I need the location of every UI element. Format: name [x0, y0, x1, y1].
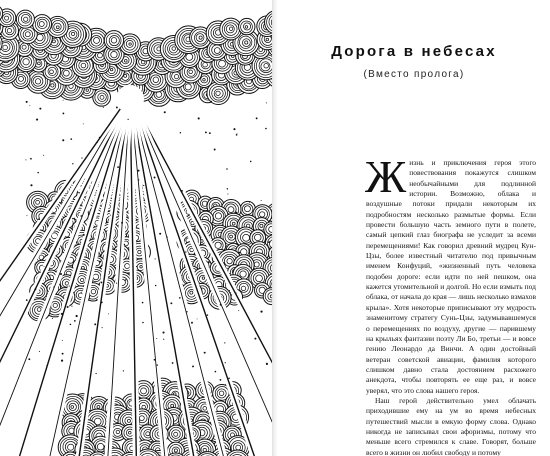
ink-speck — [34, 288, 36, 290]
ink-speck — [138, 179, 139, 180]
ink-speck — [94, 323, 96, 325]
ink-speck — [100, 249, 101, 250]
clouds-and-rays-illustration — [0, 0, 272, 456]
ink-speck — [124, 244, 125, 245]
paragraph-1-text: изнь и приключения героя этого повествования покажутся слишком необычайными для подлинной истории. Возможно, облака и воздушные потоки придали некоторым их подробностям несколько размытые формы. Если провести большую часть земного пути в полете, самый цепкий глаз биографа не уследит за всеми перемещениями! Как говорил древний мудрец Кун-Цзы, более известный читателю под привычным именем Конфуций, «жизненный путь человека подобен дороге: если идти по ней пешком, она кажется утомительной и долгой. Но если взмыть под облака, от начала до края — лишь несколько взмахов крыла». Хотя некоторые приписывают эту мудрость знаменитому стратегу Сунь-Цзы, задумывавшемуся о перемещениях по воздуху, другие — парившему на крыльях фантазии поэту Ли Бо, третьи — и вовсе гению Леонардо да Винчи. А один достойный ветеран советской авиации, фамилия которого слишком давно стала достоянием расхожего анекдота, чтобы повторять ее еще раз, и вовсе уверял, что это слова нашего героя. — [366, 158, 536, 395]
ink-speck — [99, 137, 100, 138]
ink-speck — [38, 218, 40, 220]
ink-speck — [210, 101, 212, 103]
ink-speck — [157, 364, 158, 365]
ink-speck — [61, 360, 63, 362]
ink-speck — [76, 315, 78, 317]
ink-speck — [136, 266, 137, 267]
cloud-swirl — [33, 15, 52, 34]
ink-speck — [121, 222, 123, 224]
ink-speck — [191, 322, 193, 324]
ink-speck — [154, 177, 156, 179]
ink-speck — [260, 310, 262, 312]
ink-speck — [247, 265, 248, 266]
ink-speck — [142, 302, 144, 304]
ink-speck — [181, 275, 182, 276]
paragraph-1 — [365, 151, 536, 396]
ink-speck — [265, 128, 267, 130]
ink-speck — [128, 119, 129, 120]
ink-speck — [250, 161, 252, 163]
ink-speck — [237, 133, 238, 134]
ink-speck — [264, 244, 265, 245]
ink-speck — [261, 200, 262, 201]
ink-speck — [110, 215, 111, 216]
ink-speck — [206, 203, 208, 205]
ink-speck — [226, 168, 227, 169]
ink-speck — [238, 252, 240, 254]
right-page — [278, 0, 550, 456]
ink-speck — [235, 212, 237, 214]
ink-speck — [62, 113, 64, 115]
ink-speck — [221, 243, 222, 244]
ink-speck — [228, 233, 229, 234]
ink-speck — [123, 370, 124, 371]
ink-speck — [125, 208, 127, 210]
ink-speck — [39, 351, 40, 352]
ink-speck — [25, 159, 26, 160]
ink-speck — [52, 318, 53, 319]
left-page — [0, 0, 272, 456]
ink-speck — [162, 279, 163, 280]
chapter-subtitle: (Вместо пролога) — [363, 69, 465, 80]
ink-speck — [70, 138, 72, 140]
ink-speck — [71, 306, 72, 307]
ink-speck — [36, 119, 38, 121]
ink-speck — [29, 105, 30, 106]
ink-speck — [180, 132, 181, 133]
ink-speck — [30, 184, 32, 186]
ink-speck — [28, 358, 30, 360]
ink-speck — [99, 261, 101, 263]
ink-speck — [101, 282, 103, 284]
ink-speck — [108, 313, 109, 314]
cloud-swirl — [220, 18, 242, 40]
ink-speck — [197, 318, 198, 319]
ink-speck — [117, 166, 119, 168]
ink-speck — [249, 202, 250, 203]
ink-speck — [81, 292, 82, 293]
ink-speck — [39, 108, 41, 110]
ink-speck — [224, 342, 225, 343]
ink-speck — [67, 306, 69, 308]
cloud-swirl — [239, 18, 255, 34]
ink-speck — [62, 353, 64, 355]
ink-speck — [227, 193, 228, 194]
ink-speck — [186, 311, 187, 312]
chapter-title: Дорога в небесах — [331, 43, 497, 60]
ink-speck — [215, 371, 217, 373]
ink-speck — [83, 234, 85, 236]
ink-speck — [207, 314, 208, 315]
ink-speck — [62, 139, 64, 141]
ink-speck — [30, 158, 32, 160]
ink-speck — [95, 373, 96, 374]
ink-speck — [227, 188, 228, 189]
ink-speck — [159, 233, 161, 235]
ink-speck — [43, 155, 44, 156]
ink-speck — [170, 302, 172, 304]
ink-speck — [96, 299, 97, 300]
ink-speck — [220, 379, 222, 381]
ink-speck — [235, 293, 236, 294]
ink-speck — [268, 241, 270, 243]
ink-speck — [229, 273, 230, 274]
ink-speck — [40, 271, 41, 272]
ink-speck — [154, 359, 156, 361]
ink-speck — [185, 251, 186, 252]
ink-speck — [103, 107, 104, 108]
ink-speck — [69, 286, 70, 287]
ink-speck — [181, 190, 183, 192]
ink-speck — [228, 378, 230, 380]
ink-speck — [266, 102, 267, 103]
ink-speck — [204, 352, 206, 354]
ink-speck — [155, 285, 157, 287]
ink-speck — [214, 149, 216, 151]
ink-speck — [60, 273, 62, 275]
paragraph-2: Наш герой действительно умел облачать приходившие ему на ум во время небесных путешествий мысли в емкую форму слова. Однако никогда не записывал свои афоризмы, потому что меньше всего стремился к славе. Говорят, больше всего в жизни он любил свободу и потому — [366, 395, 536, 456]
ink-speck — [166, 236, 167, 237]
ink-speck — [83, 123, 84, 124]
ink-speck — [215, 208, 217, 210]
ink-speck — [236, 134, 238, 136]
ink-speck — [138, 170, 140, 172]
ink-speck — [40, 208, 41, 209]
ink-speck — [79, 192, 80, 193]
ink-speck — [233, 128, 235, 130]
ink-speck — [72, 218, 73, 219]
ink-speck — [198, 117, 200, 119]
ink-speck — [192, 365, 194, 367]
body-text — [365, 151, 536, 456]
ink-speck — [179, 297, 181, 299]
ink-speck — [225, 362, 226, 363]
cloud-swirl — [16, 10, 34, 28]
ink-speck — [63, 100, 64, 101]
ink-speck — [116, 282, 117, 283]
ink-speck — [205, 131, 207, 133]
ink-speck — [81, 157, 82, 158]
ink-speck — [102, 327, 103, 328]
ink-speck — [220, 304, 222, 306]
ink-speck — [163, 339, 164, 340]
ink-speck — [61, 300, 62, 301]
ink-speck — [209, 132, 211, 134]
ink-speck — [72, 163, 73, 164]
ink-speck — [26, 101, 28, 103]
ink-speck — [125, 279, 126, 280]
ink-speck — [172, 362, 174, 364]
ink-speck — [26, 215, 27, 216]
ink-speck — [53, 286, 54, 287]
ink-speck — [75, 256, 76, 257]
ink-speck — [156, 338, 157, 339]
ink-speck — [46, 365, 47, 366]
ink-speck — [97, 142, 98, 143]
ink-speck — [101, 301, 103, 303]
ink-speck — [60, 260, 61, 261]
ink-speck — [143, 185, 144, 186]
sun-glow — [116, 85, 144, 113]
ink-speck — [116, 106, 118, 108]
ink-speck — [26, 299, 28, 301]
ink-speck — [155, 258, 156, 259]
ink-speck — [100, 229, 101, 230]
ink-speck — [74, 320, 76, 322]
ink-speck — [238, 310, 239, 311]
cloud-swirl — [104, 31, 123, 50]
ink-speck — [80, 215, 82, 217]
ink-speck — [62, 340, 63, 341]
ink-speck — [44, 266, 45, 267]
ink-speck — [256, 117, 258, 119]
ink-speck — [142, 322, 144, 324]
drop-cap-letter: Ж — [365, 151, 407, 202]
ink-speck — [61, 313, 63, 315]
ink-speck — [70, 324, 72, 326]
ink-speck — [164, 111, 166, 113]
ink-speck — [266, 363, 268, 365]
ink-speck — [254, 338, 256, 340]
ink-speck — [208, 261, 210, 263]
ink-speck — [37, 172, 38, 173]
ink-speck — [162, 331, 164, 333]
